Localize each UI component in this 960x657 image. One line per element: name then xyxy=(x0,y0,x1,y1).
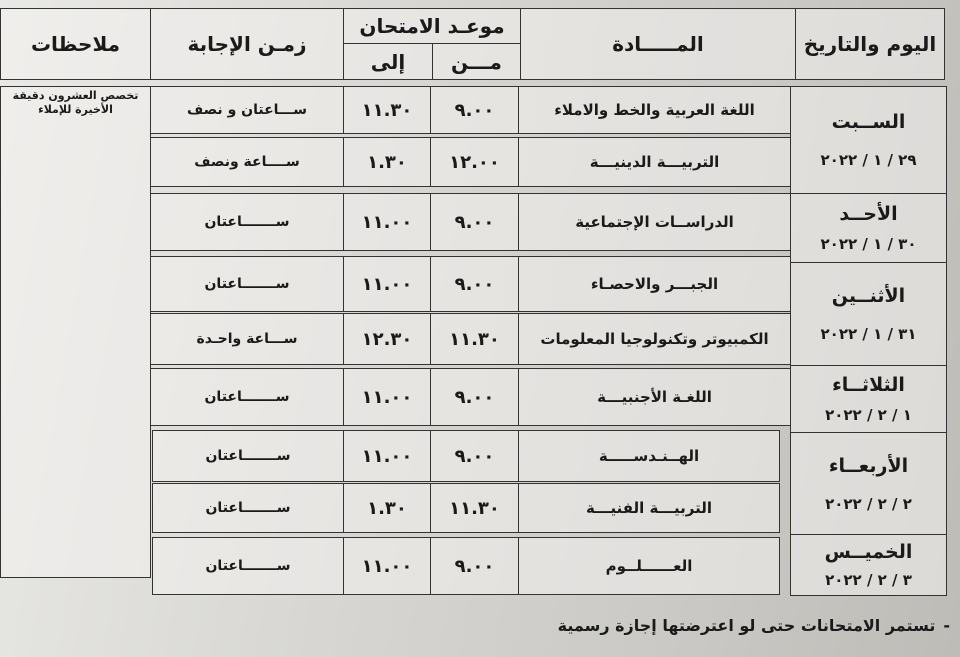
day-date: ٢٩ / ١ / ٢٠٢٢ xyxy=(820,151,917,169)
day-cell xyxy=(790,534,947,596)
day-cell xyxy=(790,262,947,366)
day-name: الأربعــاء xyxy=(828,454,909,477)
from-time: ١١.٣٠ xyxy=(430,313,519,365)
footer-text: تستمر الامتحانات حتى لو اعترضتها إجازة رسمية xyxy=(557,616,936,635)
duration-cell: ســـــــاعتان xyxy=(150,193,344,251)
from-time: ٩.٠٠ xyxy=(430,86,519,134)
footer-note xyxy=(510,616,950,635)
to-time: ١١.٠٠ xyxy=(343,256,431,312)
day-cell xyxy=(790,432,947,535)
from-time: ١١.٣٠ xyxy=(430,483,519,533)
subject-cell: الكمبيوتر وتكنولوجيا المعلومات xyxy=(518,313,791,365)
header-duration: زمـن الإجابة xyxy=(150,8,344,80)
day-name: الخميــس xyxy=(824,541,913,563)
subject-cell: العــــــلــوم xyxy=(518,537,780,595)
header-day-date: اليوم والتاريخ xyxy=(795,8,945,80)
day-date: ٣٠ / ١ / ٢٠٢٢ xyxy=(820,235,917,253)
subject-cell: اللغة العربية والخط والاملاء xyxy=(518,86,791,134)
duration-cell: ســـاعتان و نصف xyxy=(150,86,344,134)
duration-cell: ســـــــاعتان xyxy=(152,430,344,482)
day-cell xyxy=(790,86,947,194)
day-date: ٢ / ٢ / ٢٠٢٢ xyxy=(825,494,912,513)
duration-cell: ســـاعة واحـدة xyxy=(150,313,344,365)
subject-cell: اللغـة الأجنبيـــة xyxy=(518,368,791,426)
duration-cell: ســـــــاعتان xyxy=(152,537,344,595)
from-time: ٩.٠٠ xyxy=(430,193,519,251)
from-time: ٩.٠٠ xyxy=(430,368,519,426)
subject-cell: الجبـــر والاحصـاء xyxy=(518,256,791,312)
bullet-dash: - xyxy=(943,616,950,635)
header-exam-time: موعـد الامتحان xyxy=(343,8,521,44)
day-cell xyxy=(790,193,947,263)
to-time: ١.٣٠ xyxy=(343,137,431,187)
from-time: ٩.٠٠ xyxy=(430,256,519,312)
subject-cell: التربيـــة الفنيـــة xyxy=(518,483,780,533)
to-time: ١.٣٠ xyxy=(343,483,431,533)
from-time: ٩.٠٠ xyxy=(430,430,519,482)
header-subject: المـــــادة xyxy=(520,8,796,80)
header-notes: ملاحظات xyxy=(0,8,151,80)
duration-cell: ســــاعة ونصف xyxy=(150,137,344,187)
to-time: ١١.٠٠ xyxy=(343,537,431,595)
to-time: ١١.٠٠ xyxy=(343,193,431,251)
day-name: الأحــد xyxy=(839,203,898,225)
subject-cell: الدراســات الإجتماعية xyxy=(518,193,791,251)
to-time: ١٢.٣٠ xyxy=(343,313,431,365)
day-name: الثلاثــاء xyxy=(832,374,905,396)
subject-cell: الهــنـدســـــة xyxy=(518,430,780,482)
from-time: ١٢.٠٠ xyxy=(430,137,519,187)
subject-cell: التربيـــة الدينيـــة xyxy=(518,137,791,187)
header-to: إلى xyxy=(343,43,433,80)
day-date: ٣ / ٢ / ٢٠٢٢ xyxy=(825,571,912,589)
day-date: ١ / ٢ / ٢٠٢٢ xyxy=(825,406,912,424)
to-time: ١١.٣٠ xyxy=(343,86,431,134)
to-time: ١١.٠٠ xyxy=(343,430,431,482)
duration-cell: ســـــــاعتان xyxy=(152,483,344,533)
duration-cell: ســـــــاعتان xyxy=(150,256,344,312)
day-name: الســبت xyxy=(831,111,906,133)
from-time: ٩.٠٠ xyxy=(430,537,519,595)
day-date: ٣١ / ١ / ٢٠٢٢ xyxy=(820,325,917,343)
notes-cell xyxy=(0,86,151,578)
header-from: مـــن xyxy=(432,43,521,80)
dictation-note: تخصص العشرون دقيقة الأخيرة للإملاء xyxy=(12,89,139,116)
to-time: ١١.٠٠ xyxy=(343,368,431,426)
day-name: الأثنــين xyxy=(831,285,906,307)
day-cell xyxy=(790,365,947,433)
duration-cell: ســـــــاعتان xyxy=(150,368,344,426)
